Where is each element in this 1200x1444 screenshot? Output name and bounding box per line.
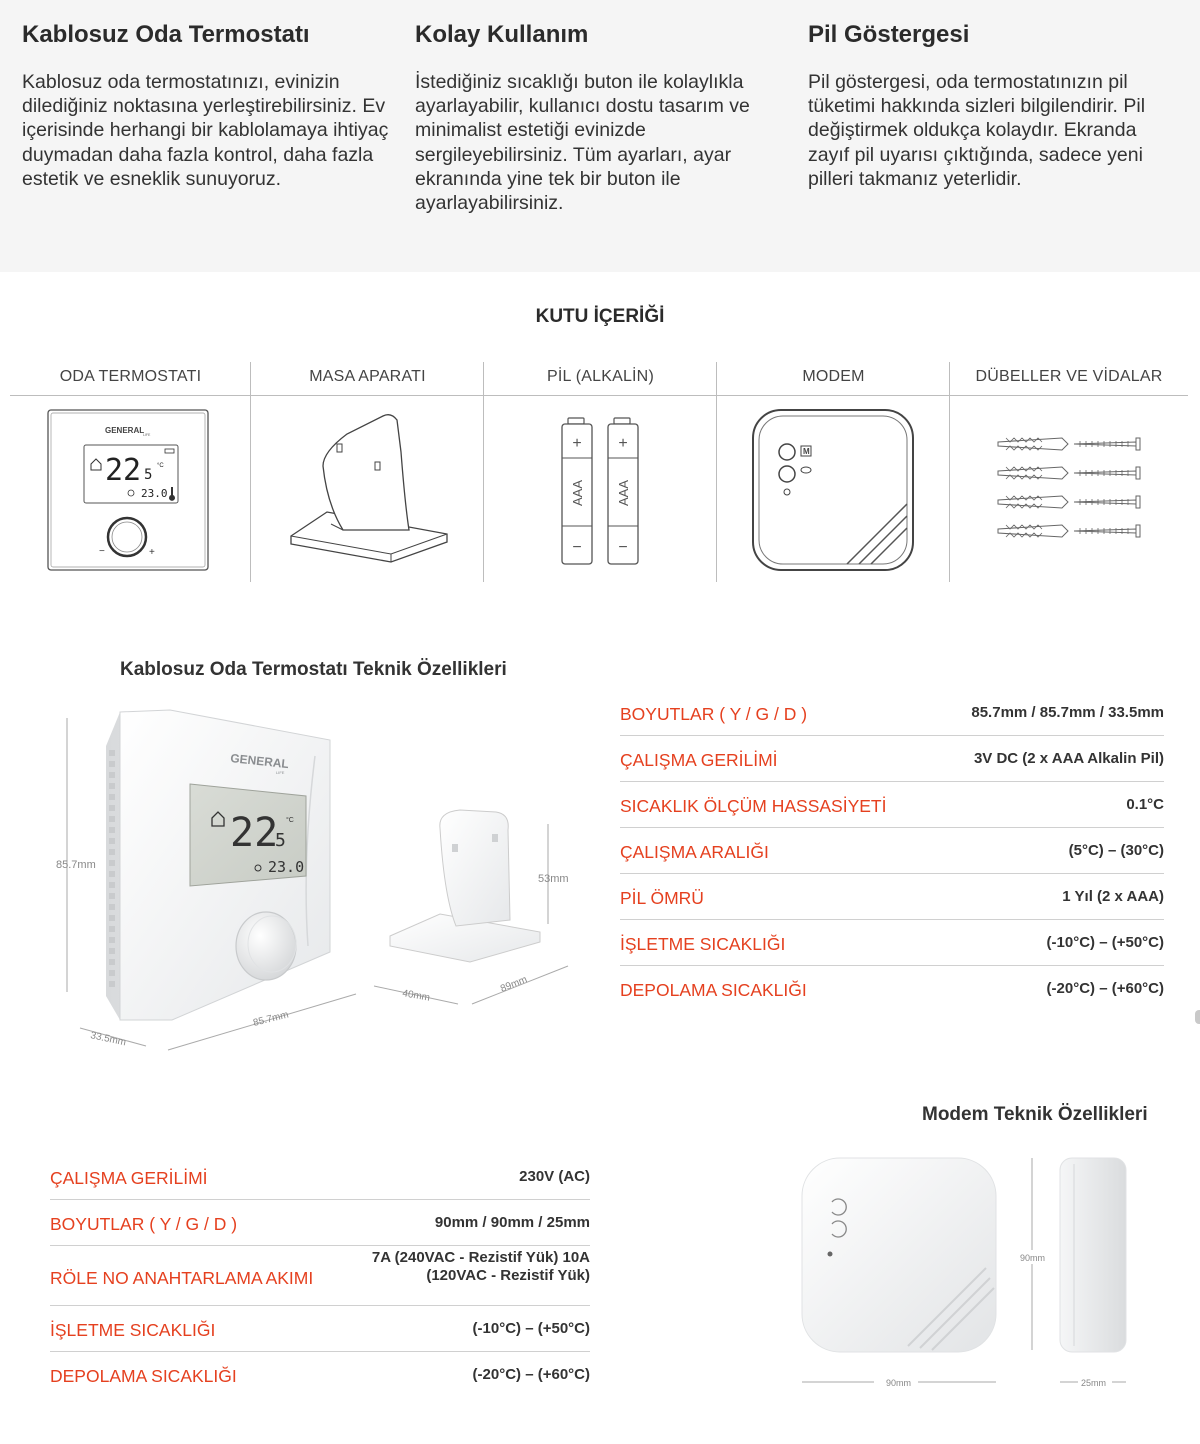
svg-text:LIFE: LIFE <box>143 433 151 437</box>
brand-logo: GENERAL <box>105 426 145 435</box>
scroll-handle[interactable] <box>1195 1010 1200 1024</box>
anchor-screw-set <box>998 467 1140 479</box>
anchor-screw-set <box>998 438 1140 450</box>
spec-key: İŞLETME SICAKLIĞI <box>620 934 786 954</box>
thermostat-spec-title: Kablosuz Oda Termostatı Teknik Özellikleri <box>120 659 507 680</box>
feature-easy-use <box>415 20 785 215</box>
spec-row <box>620 782 1164 828</box>
spec-value: 85.7mm / 85.7mm / 33.5mm <box>971 704 1164 721</box>
spec-value: (5°C) – (30°C) <box>1068 842 1164 859</box>
anchors-screws-illustration <box>996 430 1146 548</box>
svg-text:°C: °C <box>157 463 164 469</box>
dimension-depth: 33.5mm <box>89 1030 127 1049</box>
feature-title: Kablosuz Oda Termostatı <box>22 21 310 48</box>
spec-key: ÇALIŞMA GERİLİMİ <box>620 750 778 770</box>
dimension-stand-width: 40mm <box>401 988 431 1004</box>
dimension-height: 85.7mm <box>56 859 96 871</box>
feature-title: Pil Göstergesi <box>808 21 970 48</box>
svg-text:AAA: AAA <box>570 479 585 506</box>
box-contents-grid <box>10 362 1188 584</box>
box-contents-title: KUTU İÇERİĞİ <box>535 306 665 327</box>
spec-row <box>620 736 1164 782</box>
spec-row <box>50 1154 590 1200</box>
spec-row <box>620 920 1164 966</box>
box-item-label: MODEM <box>802 368 865 385</box>
spec-key: İŞLETME SICAKLIĞI <box>50 1320 216 1340</box>
box-item-label: DÜBELLER VE VİDALAR <box>975 368 1163 385</box>
thermostat-product-image <box>40 700 580 1060</box>
box-item-label: PİL (ALKALİN) <box>547 368 654 385</box>
svg-text:23.0: 23.0 <box>141 487 168 500</box>
thermostat-spec-table <box>620 690 1164 1012</box>
box-item-anchors-screws <box>950 362 1188 584</box>
features-section <box>0 0 1200 272</box>
svg-text:−: − <box>572 539 582 556</box>
spec-row <box>50 1246 590 1306</box>
spec-key: ÇALIŞMA ARALIĞI <box>620 842 769 862</box>
anchor-screw-set <box>998 525 1140 537</box>
spec-value: 0.1°C <box>1126 796 1164 813</box>
svg-text:AAA: AAA <box>616 479 631 506</box>
spec-key: BOYUTLAR ( Y / G / D ) <box>620 704 808 724</box>
spec-key: DEPOLAMA SICAKLIĞI <box>620 980 807 1000</box>
spec-value: 3V DC (2 x AAA Alkalin Pil) <box>973 750 1164 767</box>
spec-key: PİL ÖMRÜ <box>620 888 704 908</box>
modem-spec-title: Modem Teknik Özellikleri <box>922 1104 1148 1125</box>
modem-line-illustration <box>749 406 917 574</box>
dimension-width: 90mm <box>886 1378 912 1388</box>
desk-stand-illustration <box>287 412 455 564</box>
control-knob <box>108 518 146 556</box>
spec-value: 230V (AC) <box>519 1168 590 1185</box>
spec-row <box>50 1352 590 1398</box>
svg-text:+: + <box>572 435 582 452</box>
dimension-height: 90mm <box>1020 1253 1046 1263</box>
spec-row <box>620 966 1164 1012</box>
spec-value: 7A (240VAC - Rezistif Yük) 10A (120VAC - Rezistif Yük) <box>371 1249 590 1284</box>
screen-temperature: 22 <box>105 453 142 488</box>
spec-value: 90mm / 90mm / 25mm <box>434 1214 590 1231</box>
thermostat-line-illustration <box>47 409 211 573</box>
spec-row <box>50 1306 590 1352</box>
brand-logo: GENERAL <box>229 751 290 772</box>
box-item-modem <box>717 362 950 584</box>
dimension-stand-height: 53mm <box>538 873 569 885</box>
svg-text:−: − <box>99 546 105 557</box>
box-item-label: ODA TERMOSTATI <box>59 368 202 385</box>
svg-text:LIFE: LIFE <box>276 770 285 775</box>
feature-text: Pil göstergesi, oda termostatınızın pil tüketimi hakkında sizleri bilgilendirir. Pil değiştirmek oldukça kolaydır. Ekranda zayıf pil uyarısı çıktığında, sadece yeni pilleri takmanız yeterlidir. <box>808 71 1146 190</box>
box-item-label: MASA APARATI <box>309 368 426 385</box>
svg-text:+: + <box>149 547 155 558</box>
svg-text:−: − <box>618 539 628 556</box>
spec-key: ÇALIŞMA GERİLİMİ <box>50 1168 208 1188</box>
spec-value: (-20°C) – (+60°C) <box>472 1366 590 1383</box>
spec-row <box>620 874 1164 920</box>
svg-text:°C: °C <box>286 817 294 824</box>
anchor-screw-set <box>998 496 1140 508</box>
dimension-stand-depth: 89mm <box>499 974 529 995</box>
box-item-desk-stand <box>251 362 484 584</box>
spec-key: DEPOLAMA SICAKLIĞI <box>50 1366 237 1386</box>
feature-wireless <box>22 20 392 191</box>
spec-key: RÖLE NO ANAHTARLAMA AKIMI <box>50 1268 314 1288</box>
svg-text:5: 5 <box>275 830 286 851</box>
feature-title: Kolay Kullanım <box>415 21 589 48</box>
svg-text:M: M <box>803 447 810 456</box>
screen-temperature: 22 <box>230 810 279 856</box>
spec-key: SICAKLIK ÖLÇÜM HASSASİYETİ <box>620 796 887 816</box>
dimension-width: 85.7mm <box>252 1009 290 1029</box>
spec-key: BOYUTLAR ( Y / G / D ) <box>50 1214 238 1234</box>
feature-text: Kablosuz oda termostatınızı, evinizin dilediğiniz noktasına yerleştirebilirsiniz. Ev içerisinde herhangi bir kablolamaya ihtiyaç duymadan daha fazla kontrol, daha fazla estetik ve esneklik sunuyoruz. <box>22 71 389 190</box>
battery-aaa <box>608 418 638 564</box>
box-item-batteries <box>484 362 717 584</box>
spec-value: (-10°C) – (+50°C) <box>472 1320 590 1337</box>
feature-battery-indicator <box>808 20 1178 191</box>
spec-value: (-10°C) – (+50°C) <box>1046 934 1164 951</box>
modem-product-image <box>790 1150 1150 1400</box>
modem-spec-table <box>50 1154 590 1398</box>
spec-row <box>50 1200 590 1246</box>
batteries-illustration <box>558 416 644 566</box>
feature-text: İstediğiniz sıcaklığı buton ile kolaylıkla ayarlayabilir, kullanıcı dostu tasarım ve minimalist estetiği evinizde sergileyebilirsiniz. Tüm ayarları, ayar ekranında yine tek bir buton ile ayarlayabilirsiniz. <box>415 71 750 215</box>
svg-text:23.0: 23.0 <box>268 858 305 876</box>
spec-row <box>620 690 1164 736</box>
spec-row <box>620 828 1164 874</box>
spec-value: 1 Yıl (2 x AAA) <box>1062 888 1164 905</box>
dimension-depth: 25mm <box>1081 1378 1107 1388</box>
box-item-thermostat <box>10 362 251 584</box>
battery-aaa <box>562 418 592 564</box>
svg-text:+: + <box>618 435 628 452</box>
svg-text:5: 5 <box>144 467 153 483</box>
spec-value: (-20°C) – (+60°C) <box>1046 980 1164 997</box>
